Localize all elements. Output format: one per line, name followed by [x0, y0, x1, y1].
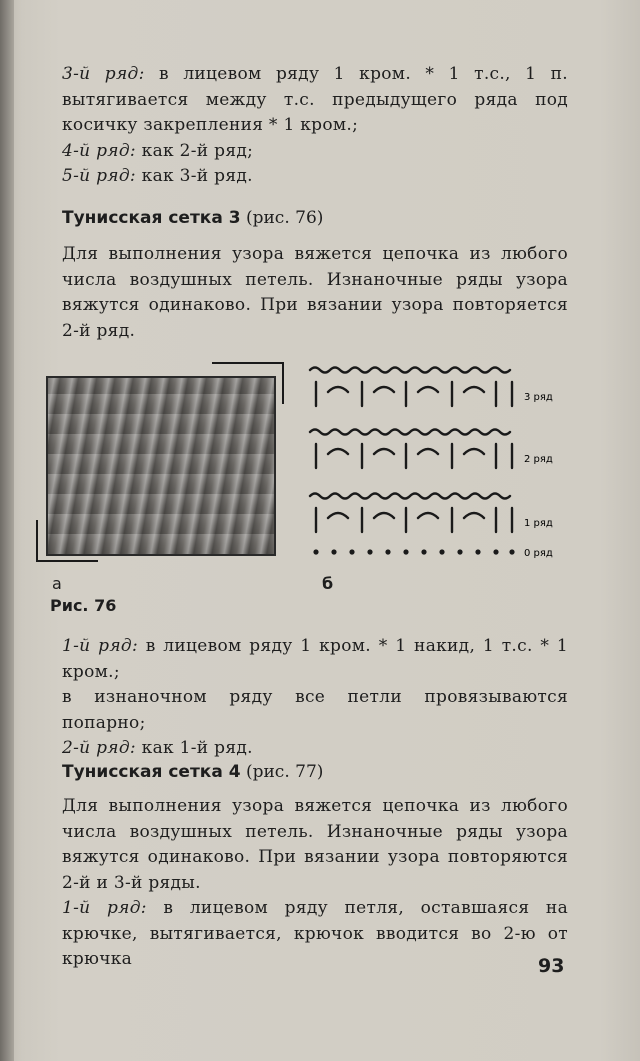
- wrong-side-paragraph: в изнаночном ряду все петли провязываются попарно;: [62, 687, 568, 733]
- figure-label-a: а: [52, 574, 62, 593]
- figure-label-b: б: [322, 574, 334, 593]
- diagram-row-label-0: 0 ряд: [524, 548, 553, 559]
- section-4-intro: Для выполнения узора вяжется цепочка из любого числа воздушных петель. Изнаночные ряды узора вяжутся одинаково. При вязании узора повторяются 2-й и 3-й ряды. 1-й ряд: в лицевом ряду петля, оставшаяся на крючке, вытягивается, крючок вводится во 2-ю от крючка: [62, 794, 568, 973]
- figure-caption: Рис. 76: [50, 596, 117, 615]
- diagram-row-label-3: 3 ряд: [524, 392, 553, 403]
- row-4-paragraph: 4-й ряд: как 2-й ряд;: [62, 140, 254, 161]
- diagram-row-label-1: 1 ряд: [524, 518, 553, 529]
- row-2-paragraph: 2-й ряд: как 1-й ряд.: [62, 738, 253, 758]
- diagram-row-label-2: 2 ряд: [524, 454, 553, 465]
- text-block-rows-3-5: [62, 62, 568, 190]
- row-5-paragraph: 5-й ряд: как 3-й ряд.: [62, 166, 253, 186]
- figure-frame-corner-bottom: [36, 520, 98, 562]
- stitch-diagram: [306, 358, 566, 568]
- row-3-paragraph: 3-й ряд: в лицевом ряду 1 кром. * 1 т.с., 1 п. вытягивается между т.с. предыдущего ряда под косичку закрепления * 1 кром.;: [62, 64, 568, 135]
- text-block-pattern-3-rows: [62, 634, 568, 762]
- section-heading-4: Тунисская сетка 4 (рис. 77): [62, 762, 324, 782]
- section-3-intro: Для выполнения узора вяжется цепочка из любого числа воздушных петель. Изнаночные ряды узора вяжутся одинаково. При вязании узора повторяется 2-й ряд.: [62, 244, 568, 341]
- page-number: 93: [538, 955, 565, 977]
- section-heading-3: Тунисская сетка 3 (рис. 76): [62, 208, 324, 228]
- section-4-row-1: 1-й ряд: в лицевом ряду петля, оставшаяся на крючке, вытягивается, крючок вводится во 2-ю от крючка: [62, 898, 568, 969]
- page-spine-shadow: [0, 0, 14, 1061]
- row-1-paragraph: 1-й ряд: в лицевом ряду 1 кром. * 1 накид, 1 т.с. * 1 кром.;: [62, 636, 569, 682]
